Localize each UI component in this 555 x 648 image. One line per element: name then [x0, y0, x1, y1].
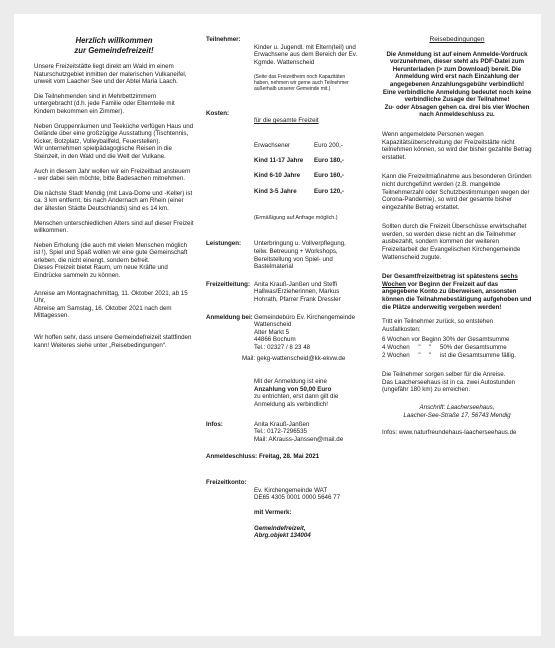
terms-capacity: Wenn angemeldete Personen wegen Kapazitätsüberschreitung der Freizeitstätte nicht teilnehmen können, so wird der bisher gezahlte Betrag erstattet.	[382, 130, 532, 161]
account-label: Freizeitkonto:	[206, 478, 247, 486]
registration-mail: Mail: gekg-wattenscheid@kk-ekvw.de	[242, 354, 346, 362]
dates-paragraph: Anreise am Montagnachmittag, 11. Oktober 2021, ab 15 Uhr, Abreise am Samstag, 16. Oktober 2021 nach dem Mittagessen.	[34, 289, 188, 320]
terms-registration: Die Anmeldung ist auf einem Anmelde-Vordruck vorzunehmen, dieser steht als PDF-Datei zum Herunterladen (> zum Download) bereit. Die Anmeldung wird erst nach Einzahlung der angegebenen Anzahlungsgebühr verbindlich! Eine verbindliche Anmeldung bedeutet noch keine verbindliche Zusage der Teilnahme! Zu- oder Absagen gehen ca. drei bis vier Wochen nach Anmeldeschluss zu.	[382, 50, 532, 119]
location-paragraph: Die nächste Stadt Mendig (mit Lava-Dome und -Keller) ist ca. 3 km entfernt, bis nach Andernach am Rhein (einer der ältesten Städte Deutschlands) sind es 14 km.	[34, 189, 193, 212]
registration-label: Anmeldung bei:	[206, 313, 253, 321]
deposit-info: Mit der Anmeldung ist eine Anzahlung von 50,00 Euro zu entrichten, erst dann gilt die Anmeldung als verbindlich!	[206, 378, 358, 408]
info-section	[206, 421, 358, 444]
account-section	[206, 479, 358, 547]
registration-deadline: Anmeldeschluss: Freitag, 28. Mai 2021	[206, 453, 320, 461]
terms-travel: Die Teilnehmer sorgen selber für die Anreise. Das Laacherseehaus ist in ca. zwei Autostunden (ungefähr 180 km) zu erreichen.	[382, 371, 516, 394]
participants-text: Kinder u. Jugendl. mit Eltern(teil) und Erwachsene aus dem Bereich der Ev. Kgmde. Wattenscheid	[254, 43, 358, 66]
terms-surplus: Sollten durch die Freizeit Überschüsse erwirtschaftet werden, so werden diese nicht an die Teilnehmer ausbezahlt, sondern kommen der weiteren Freizeitarbeit der Evangelischen Kirchengemeinde Wattenscheid zugute.	[382, 223, 527, 261]
leaders-label: Freizeitleitung:	[206, 280, 251, 288]
hope-paragraph: Wir hoffen sehr, dass unsere Gemeindefreizeit stattfinden kann! Weiteres siehe unter „Reisebedingungen“.	[34, 334, 192, 349]
services-section	[206, 240, 358, 270]
welcome-title: Herzlich willkommen zur Gemeindefreizeit!	[74, 36, 154, 55]
community-paragraph: Neben Erholung (die auch mit vielen Menschen möglich ist !), Spiel und Spaß wollen wir eine gute Gemeinschaft erleben, die nicht einengt, sondern befreit. Dieses Freizeit bietet Raum, um neue Kräfte und Eindrücke sammeln zu können.	[34, 241, 188, 280]
services-label: Leistungen:	[206, 240, 242, 248]
deposit-amount: Anzahlung von 50,00 Euro	[254, 385, 332, 393]
account-text: Ev. Kirchengemeinde WAT DE65 4305 0001 0000 5646 77	[254, 486, 341, 502]
costs-section	[206, 110, 358, 231]
participants-section	[206, 36, 358, 100]
services-text: Unterbringung u. Vollverpflegung, teilw. Betreuung + Workshops, Bereitstellung von Spiel- und Bastelmaterial	[254, 240, 346, 271]
account-reference-label: mit Vermerk:	[254, 509, 292, 517]
facilities-paragraph: Neben Gruppenräumen und Teeküche verfügen Haus und Gelände über eine großzügige Ausstattung (Tischtennis, Kicker, Bolzplatz, Volleyballfeld, Feuerstellen). Wir unternehmen spielpädagogische Reisen in die Steinzeit, in den Wald und die Welt der Vulkane.	[34, 122, 194, 160]
left-column	[34, 36, 194, 356]
leaders-section	[206, 281, 358, 304]
middle-column	[206, 36, 358, 553]
venue-address: Anschrift: Laacherseehaus, Laacher-See-Straße 17, 56743 Mendig	[403, 403, 511, 419]
terms-cancellation-fees: Tritt ein Teilnehmer zurück, so entstehen Ausfallkosten: 6 Wochen vor Beginn 30% der Gesamtsumme 4 Wochen " " 50% der Gesamtsumme 2 Wochen " " ist die Gesamtsumme fällig.	[382, 318, 516, 359]
costs-row: Erwachsener Euro 200,-	[254, 141, 343, 149]
flyer-sheet	[14, 14, 541, 636]
costs-intro: für die gesamte Freizeit	[254, 117, 319, 125]
costs-label: Kosten:	[206, 109, 230, 117]
participants-label: Teilnehmer:	[206, 36, 241, 43]
leaders-text: Anita Krauß-Janßen und Steffi Hallwas/Erzieherinnen, Markus Hohrath, Pfarrer Frank Dressler	[254, 280, 341, 304]
costs-row: Kind 3-5 Jahre Euro 120,-	[254, 187, 344, 195]
registration-address: Gemeindebüro Ev. Kirchengemeinde Wattenscheid Alter Markt 5 44866 Bochum Tel.: 02327 / 8 23 48	[254, 313, 356, 351]
welcome-all-paragraph: Menschen unterschiedlichen Alters sind auf dieser Freizeit willkommen.	[34, 219, 194, 235]
venue-website: Infos: www.naturfreundehaus-laacherseehaus.de	[382, 429, 517, 437]
info-text: Anita Krauß-Janßen Tel.: 0172-7296535 Mail: AKrauss-Janssen@mail.de	[254, 420, 344, 443]
terms-cancellation-event: Kann die Freizeitmaßnahme aus besonderen Gründen nicht durchgeführt werden (z.B. mangelnde Teilnehmerzahl oder Schutzbestimmungen wegen der Corona-Pandemie), so wird der gesamte bisher eingezahlte Betrag erstattet.	[382, 173, 532, 211]
costs-row: Kind 6-10 Jahre Euro 160,-	[254, 172, 344, 180]
costs-table	[254, 134, 358, 202]
costs-note: (Ermäßigung auf Anfrage möglich.)	[254, 215, 338, 222]
right-column	[382, 36, 532, 444]
intro-paragraph: Unsere Freizeitstätte liegt direkt am Wald im einem Naturschutzgebiet inmitten der malerischen Vulkaneifel, unweit vom Laacher See und der Abtei Maria Laach.	[34, 63, 187, 86]
account-reference: Gemeindefreizeit, Abrg.objekt 134004	[254, 524, 311, 540]
registration-section	[206, 314, 358, 352]
participants-note: (Seite das Freizeitheim noch Kapazitäten haben, nehmen wir gerne auch Teilnehmer außerhalb unserer Gemeinde mit.)	[254, 73, 349, 92]
accommodation-paragraph: Die Teilnehmenden sind in Mehrbettzimmern untergebracht (d.h. jede Familie oder Elternteile mit Kindern bekommen ein Zimmer).	[34, 92, 175, 115]
terms-payment: Der Gesamtfreizeitbetrag ist spätestens sechs Wochen vor Beginn der Freizeit auf das angegebene Konto zu überweisen, ansonsten können die Teilnahmebestätigung aufgehoben und die Plätze anderweitig vergeben werden!	[382, 273, 532, 311]
terms-title: Reisebedingungen	[429, 36, 485, 43]
info-label: Infos:	[206, 420, 223, 428]
costs-row: Kind 11-17 Jahre Euro 180,-	[254, 157, 344, 165]
pool-paragraph: Auch in diesem Jahr wollen wir ein Freizeitbad ansteuern - wer dabei sein möchte, bitte Badesachen mitnehmen.	[34, 167, 191, 183]
